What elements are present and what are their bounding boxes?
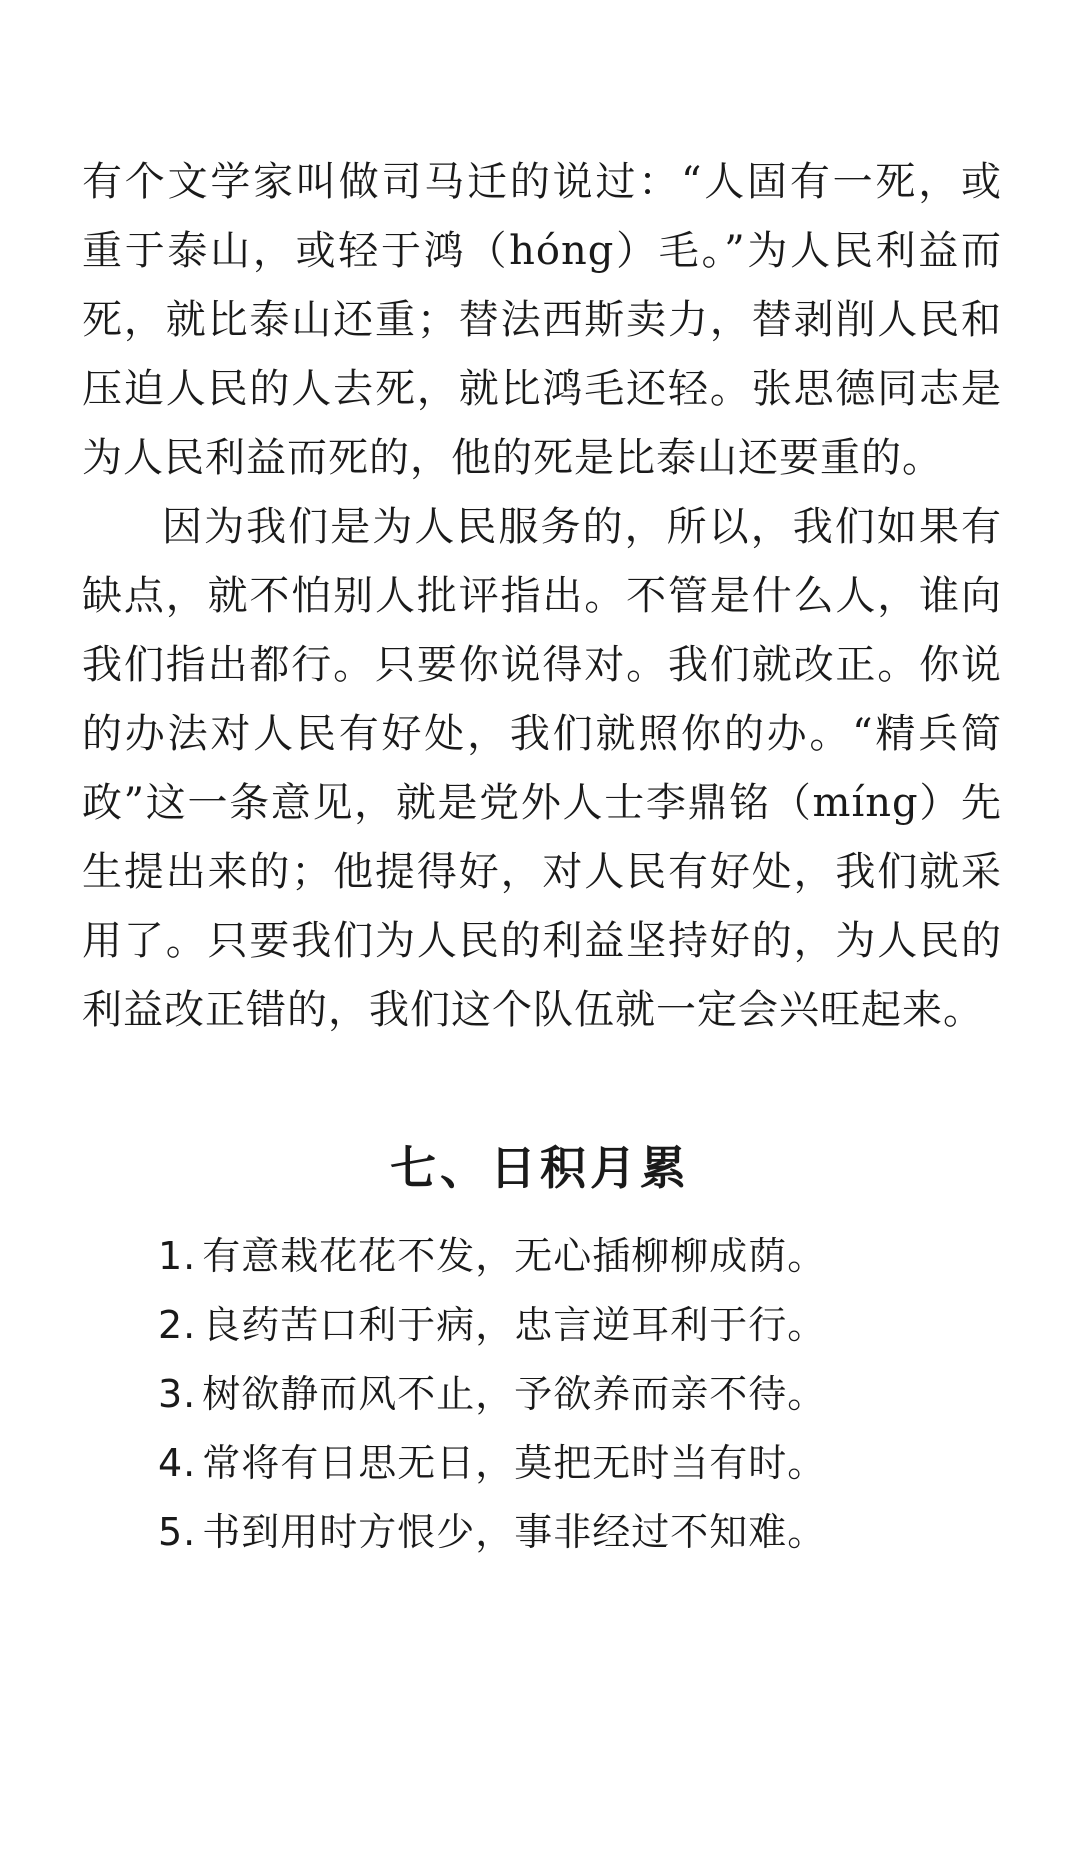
item-number: 5. (158, 1510, 197, 1554)
list-item (158, 1222, 1018, 1291)
item-text: 常将有日思无日，莫把无时当有时。 (202, 1441, 827, 1485)
item-number: 3. (158, 1372, 197, 1416)
section-title: 七、日积月累 (390, 1141, 690, 1195)
list-item (158, 1498, 1018, 1567)
item-text: 树欲静而风不止，予欲养而亲不待。 (202, 1372, 827, 1416)
body-text (82, 148, 1002, 1045)
item-number: 1. (158, 1234, 197, 1278)
paragraph-1: 有个文学家叫做司马迁的说过：“人固有一死，或重于泰山，或轻于鸿（hóng）毛。”为人民利益而死，就比泰山还重；替法西斯卖力，替剥削人民和压迫人民的人去死，就比鸿毛还轻。张思德同志是为人民利益而死的，他的死是比泰山还要重的。 (82, 159, 1002, 481)
list-item (158, 1291, 1018, 1360)
item-number: 2. (158, 1303, 197, 1347)
item-number: 4. (158, 1441, 197, 1485)
item-text: 有意栽花花不发，无心插柳柳成荫。 (202, 1234, 827, 1278)
item-text: 良药苦口利于病，忠言逆耳利于行。 (202, 1303, 827, 1347)
item-text: 书到用时方恨少，事非经过不知难。 (202, 1510, 827, 1554)
list-item (158, 1429, 1018, 1498)
saying-list (158, 1222, 1018, 1567)
list-item (158, 1360, 1018, 1429)
paragraph-2: 因为我们是为人民服务的，所以，我们如果有缺点，就不怕别人批评指出。不管是什么人，谁向我们指出都行。只要你说得对。我们就改正。你说的办法对人民有好处，我们就照你的办。“精兵简政”这一条意见，就是党外人士李鼎铭（míng）先生提出来的；他提得好，对人民有好处，我们就采用了。只要我们为人民的利益坚持好的，为人民的利益改正错的，我们这个队伍就一定会兴旺起来。 (82, 504, 1002, 1033)
